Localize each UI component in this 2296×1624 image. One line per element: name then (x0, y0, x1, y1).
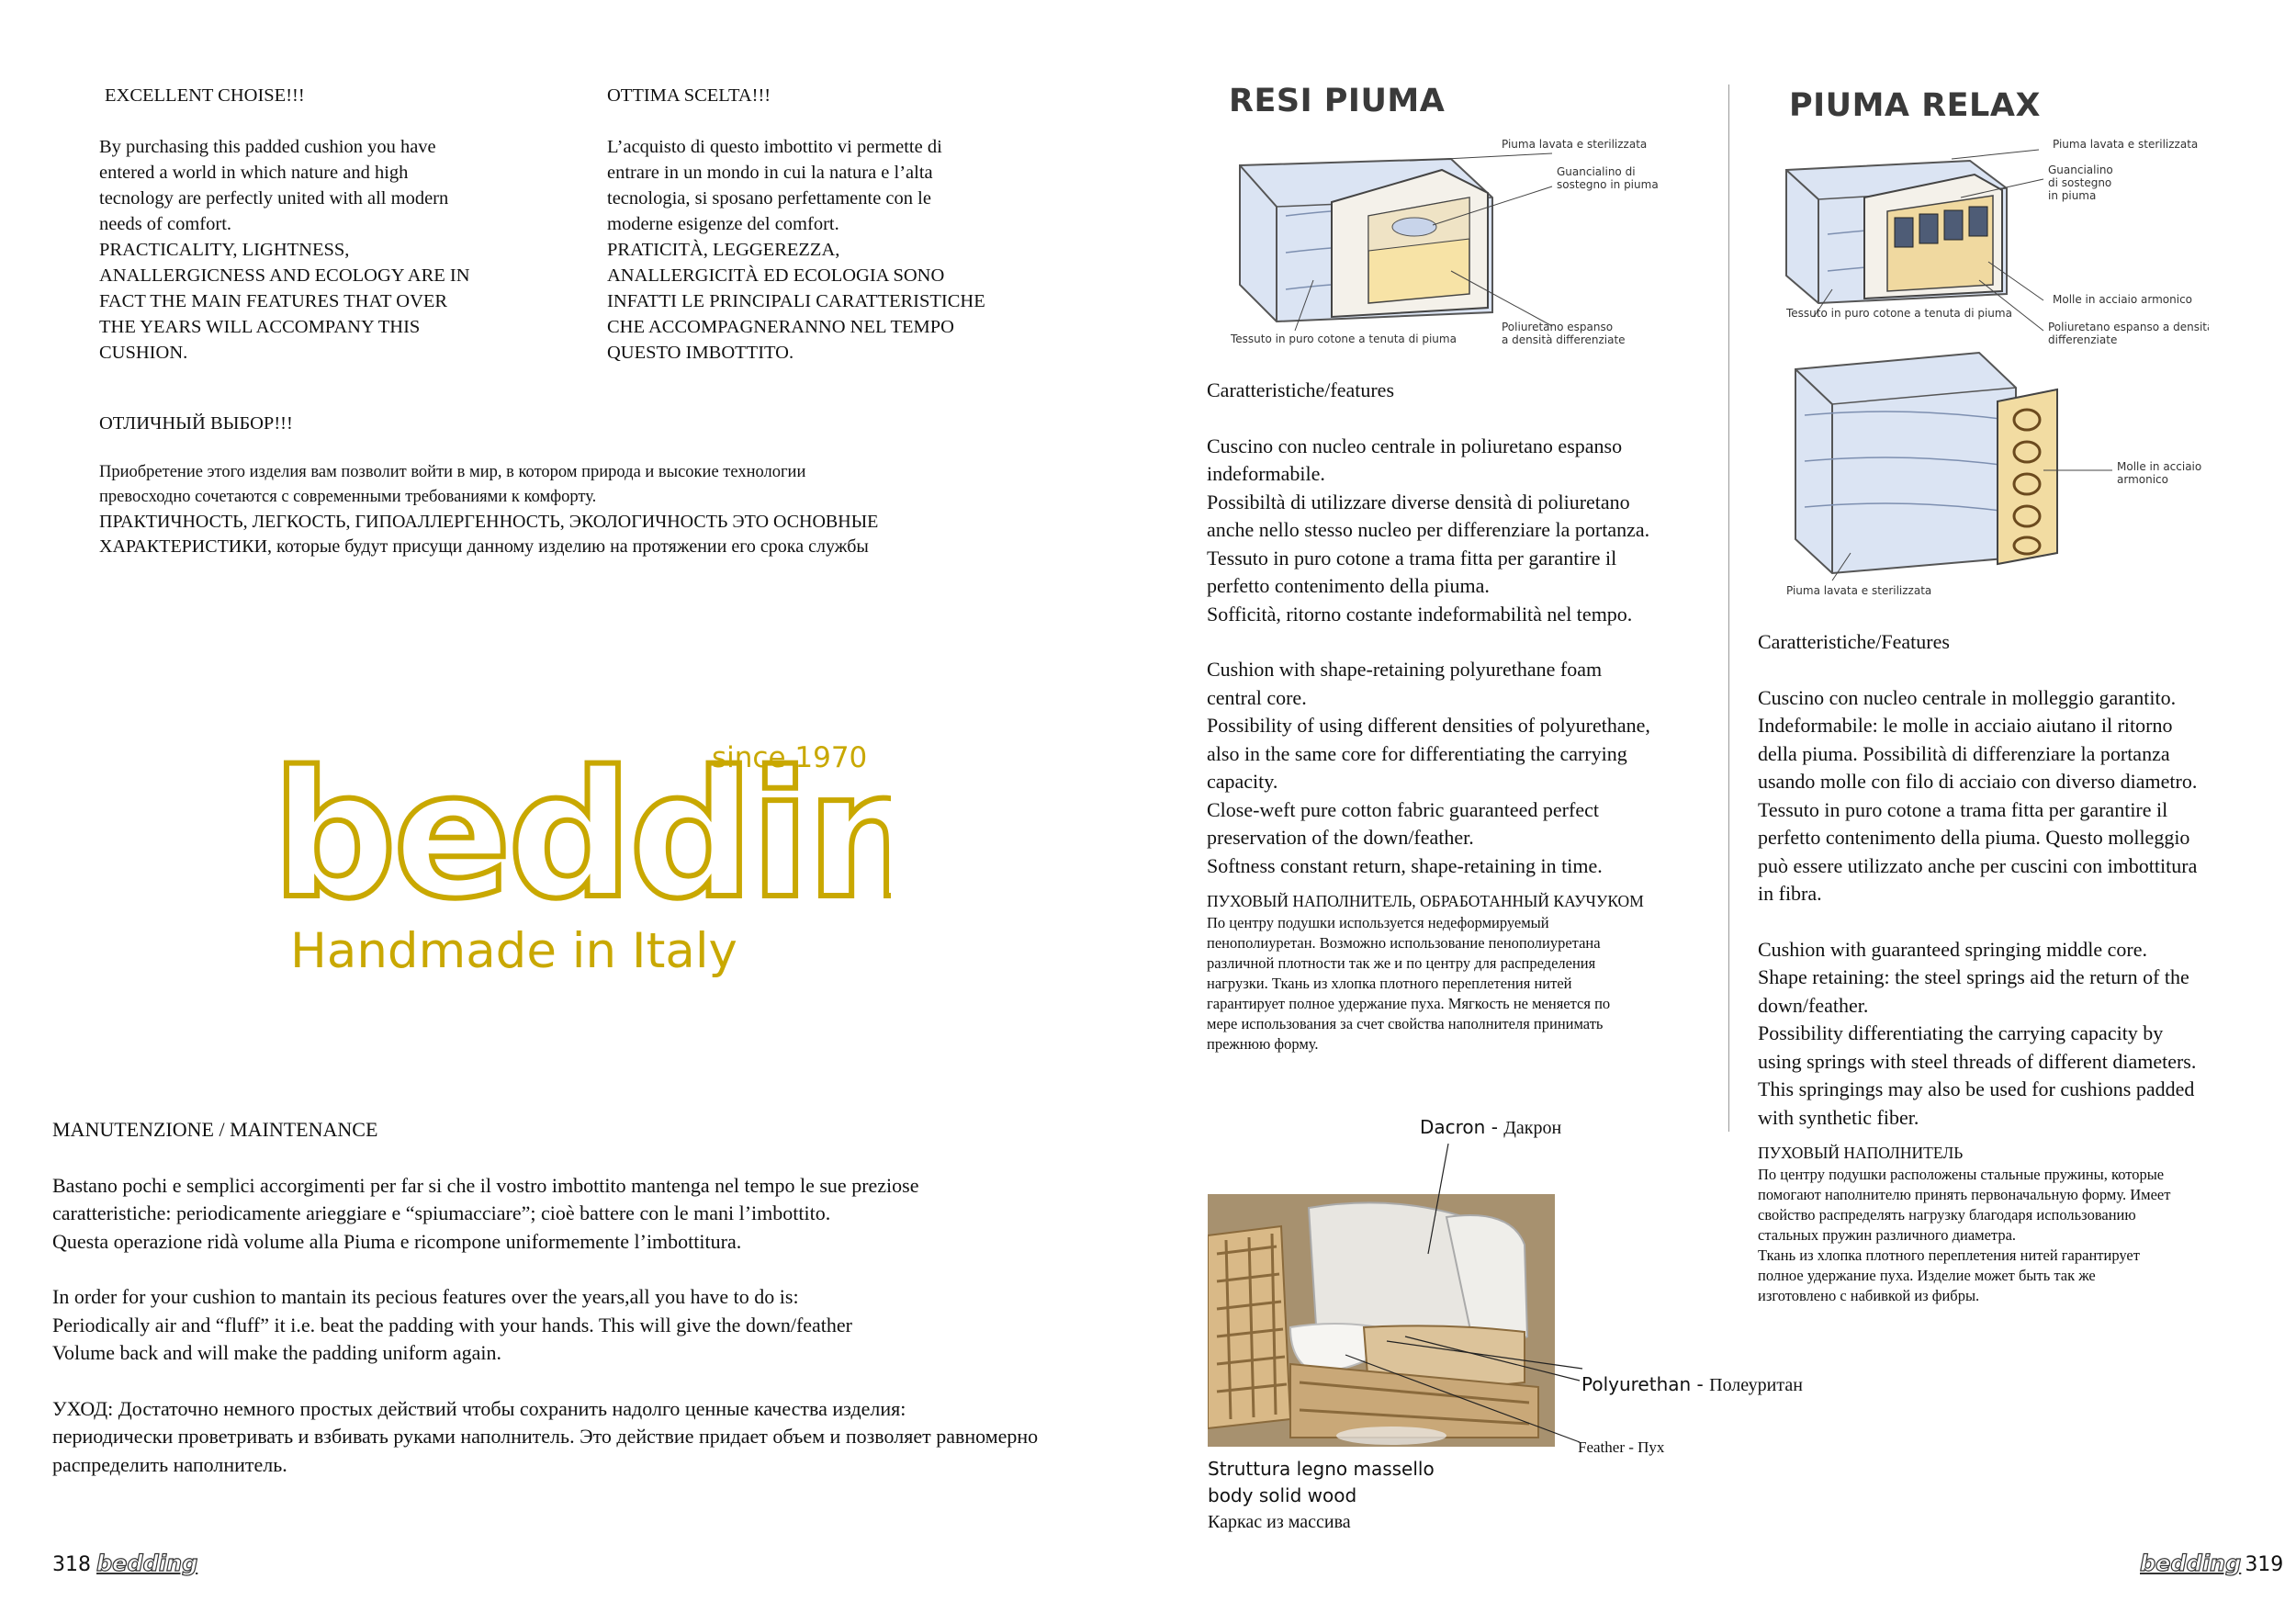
resi-cushion-illustration (1221, 133, 1717, 354)
ru-intro (99, 411, 1155, 559)
en-intro-title: EXCELLENT CHOISE!!! (105, 85, 305, 106)
relax-label-pillow-3: in piuma (2048, 189, 2097, 202)
polyurethan-label-it: Polyurethan - (1581, 1373, 1710, 1395)
relax-label-foam-1: Poliuretano espanso a densità (2048, 321, 2209, 333)
ru-intro-title: ОТЛИЧНЫЙ ВЫБОР!!! (99, 413, 293, 434)
resi-features-it: Cuscino con nucleo centrale in poliuretano espanso indeformabile. Possibiltà di utilizzare diverse densità di poliuretano anche nello stesso nucleo per differenziare la portanza. Tessuto in puro cotone a trama fitta per garantire il perfetto contenimento della piuma. Sofficità, ritorno costante indeformabilità nel tempo. (1207, 434, 1650, 626)
dacron-label (1420, 1116, 1561, 1139)
logo-since: since 1970 (712, 741, 868, 774)
dacron-label-ru: Дакрон (1503, 1118, 1562, 1138)
logo-tagline: Handmade in Italy (290, 923, 737, 979)
resi-label-feather: Piuma lavata e sterilizzata (1502, 138, 1648, 151)
wood-caption-ru: Каркас из массива (1208, 1512, 1351, 1532)
it-intro-body: L’acquisto di questo imbottito vi permette di entrare in un mondo in cui la natura e l’alta tecnologia, si sposano perfettamente con le moderne esigenze del comfort. PRATICITÀ, LEGGEREZZA, ANALLERGICITÀ ED ECOLOGIA SONO INFATTI LE PRINCIPALI CARATTERISTICHE CHE ACCOMPAGNERANNO NEL TEMPO QUESTO IMBOTTITO. (607, 137, 985, 363)
relax-features-en: Cushion with guaranteed springing middle core. Shape retaining: the steel springs aid the return of the down/feather. Possibility differentiating the carrying capacity by using springs with steel threads of different diameters. This springings may also be used for cushions padded with synthetic fiber. (1758, 937, 2197, 1129)
wood-caption-it: Struttura legno massello (1208, 1458, 1435, 1480)
right-footer (2140, 1551, 2283, 1587)
sofa-frame-photo (1208, 1144, 1658, 1447)
maintenance-section (52, 1116, 1136, 1479)
resi-label-foam-2: a densità differenziate (1502, 333, 1626, 346)
logo-wordmark-inner: beddin (272, 734, 891, 937)
relax-label-springs: Molle in acciaio armonico (2053, 293, 2193, 306)
maintenance-it: Bastano pochi e semplici accorgimenti per far si che il vostro imbottito mantenga nel tempo le sue preziose caratteristiche: periodicamente arieggiare e “spiumacciare”; cioè battere con le mani l’imbottito. Questa operazione ridà volume alla Piuma e ricompone uniformemente l’imbottitura. (52, 1173, 919, 1253)
piuma-relax-diagram-bottom (1777, 333, 2209, 599)
relax-label-fabric: Tessuto in puro cotone a tenuta di piuma (1786, 307, 2012, 320)
relax-cushion-illustration (1777, 133, 2209, 335)
resi-ru-title: ПУХОВЫЙ НАПОЛНИТЕЛЬ, ОБРАБОТАННЫЙ КАУЧУКОМ (1207, 892, 1644, 910)
it-intro-title: OTTIMA SCELTA!!! (607, 85, 771, 106)
resi-label-pillow-2: sostegno in piuma (1557, 178, 1659, 191)
logo-wordmark: beddin (272, 734, 891, 937)
it-intro (607, 83, 1085, 366)
relax-ru-title: ПУХОВЫЙ НАПОЛНИТЕЛЬ (1758, 1144, 1964, 1162)
relax-label-foam-2: differenziate (2048, 333, 2118, 346)
wood-caption-en: body solid wood (1208, 1484, 1357, 1506)
column-divider (1728, 85, 1729, 1132)
resi-piuma-text (1207, 377, 1721, 1054)
relax-label-springs-2a: Molle in acciaio (2117, 460, 2202, 473)
maintenance-title: MANUTENZIONE / MAINTENANCE (52, 1118, 378, 1141)
en-intro-body: By purchasing this padded cushion you have entered a world in which nature and high tecnology are perfectly united with all modern needs of comfort. PRACTICALITY, LIGHTNESS, ANALLERGICNESS AND ECOLOGY ARE IN FACT THE MAIN FEATURES THAT OVER THE YEARS WILL ACCOMPANY THIS CUSHION. (99, 137, 470, 363)
resi-label-foam-1: Poliuretano espanso (1502, 321, 1614, 333)
wood-caption (1208, 1456, 1435, 1536)
maintenance-en: In order for your cushion to mantain its pecious features over the years,all you have to do is: Periodically air and “fluff” it i.e. beat the padding with your hands. This will give the down/feather Volume back and will make the padding uniform again. (52, 1285, 853, 1364)
maintenance-ru: УХОД: Достаточно немного простых действий чтобы сохранить надолго ценные качества изделия: периодически проветривать и взбивать руками наполнитель. Это действие придает объем и позволяет равномерно распределить наполнитель. (52, 1396, 1039, 1476)
footer-logo-left: bedding (96, 1551, 198, 1576)
relax-label-pillow-2: di sostegno (2048, 176, 2112, 189)
dacron-label-it: Dacron - (1420, 1116, 1504, 1138)
resi-label-fabric: Tessuto in puro cotone a tenuta di piuma (1231, 333, 1457, 345)
relax-label-pillow-1: Guancialino (2048, 164, 2113, 176)
piuma-relax-text (1758, 628, 2281, 1306)
ru-intro-body: Приобретение этого изделия вам позволит войти в мир, в котором природа и высокие технологии превосходно сочетаются с современными требованиями к комфорту. (99, 463, 806, 506)
relax-features-title: Caratteristiche/Features (1758, 630, 1950, 653)
relax-features-it: Cuscino con nucleo centrale in molleggio garantito. Indeformabile: le molle in acciaio aiutano il ritorno della piuma. Possibilità di differenziare la portanza usando molle con filo di acciaio con diverso diametro. Tessuto in puro cotone a trama fitta per garantire il perfetto contenimento della piuma. Questo molleggio può essere utilizzato anche per cuscini con imbottitura in fibra. (1758, 685, 2198, 905)
piuma-relax-diagram-top (1777, 133, 2209, 335)
resi-label-pillow-1: Guancialino di (1557, 165, 1636, 178)
bedding-logo (266, 730, 891, 997)
relax-label-springs-2b: armonico (2117, 473, 2168, 486)
page-number-319: 319 (2245, 1553, 2284, 1576)
resi-piuma-diagram (1221, 133, 1717, 354)
bedding-logo-graphic (266, 730, 891, 997)
resi-features-en: Cushion with shape-retaining polyurethane foam central core. Possibility of using different densities of polyurethane, also in the same core for differentiating the carrying capacity. Close-weft pure cotton fabric guaranteed perfect preservation of the down/feather. Softness constant return, shape-retaining in time. (1207, 658, 1650, 877)
resi-ru-body: По центру подушки используется недеформируемый пенополиуретан. Возможно использование пенополиуретана различной плотности так же и по центру для распределения нагрузки. Ткань из хлопка плотного переплетения нитей гарантирует полное удержание пуха. Мягкость не меняется по мере использования за счет свойства наполнителя принимать прежнюю форму. (1207, 913, 1611, 1053)
resi-piuma-heading: RESI PIUMA (1229, 83, 1446, 119)
en-intro (99, 83, 558, 366)
page-number-318: 318 (52, 1553, 91, 1576)
sofa-photo (1208, 1144, 1658, 1447)
relax-label-feather: Piuma lavata e sterilizzata (2053, 138, 2199, 151)
piuma-relax-heading: PIUMA RELAX (1789, 87, 2041, 124)
footer-logo-right: bedding (2140, 1551, 2242, 1576)
left-footer (52, 1551, 197, 1587)
relax-label-feather-2: Piuma lavata e sterilizzata (1786, 584, 1932, 597)
feather-label: Feather - Пух (1578, 1438, 1665, 1456)
resi-features-title: Caratteristiche/features (1207, 378, 1395, 401)
polyurethan-label (1581, 1373, 1803, 1396)
polyurethan-label-ru: Полеуритан (1709, 1375, 1803, 1395)
relax-ru-body: По центру подушки расположены стальные пружины, которые помогают наполнителю принять первоначальную форму. Имеет свойство распределять нагрузку благодаря использованию стальных пружин различного диаметра. Ткань из хлопка плотного переплетения нитей гарантирует полное удержание пуха. Изделие может быть так же изготовлено с набивкой из фибры. (1758, 1165, 2171, 1304)
ru-intro-caps: ПРАКТИЧНОСТЬ, ЛЕГКОСТЬ, ГИПОАЛЛЕРГЕННОСТЬ, ЭКОЛОГИЧНОСТЬ ЭТО ОСНОВНЫЕ ХАРАКТЕРИСТИКИ, которые будут присущи данному изделию на протяжении его срока службы (99, 512, 879, 557)
relax-cushion-side-illustration (1777, 333, 2209, 599)
